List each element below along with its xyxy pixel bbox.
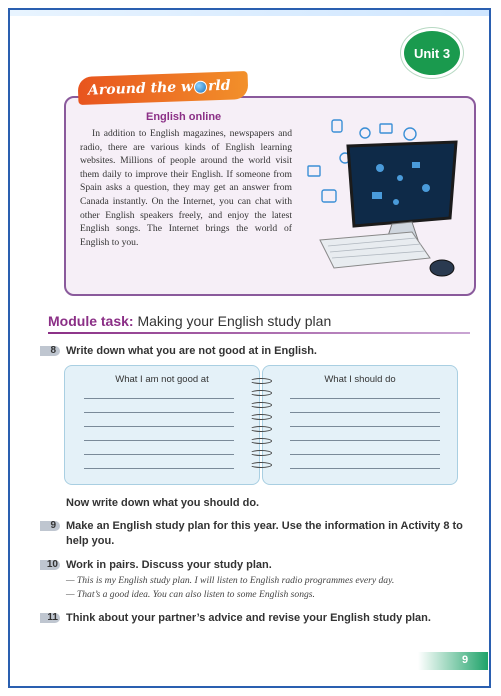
binder-ring [250,414,272,420]
module-label: Module task: [48,313,134,329]
banner-text-part2: rld [207,77,231,95]
activity-number: 9 [50,520,56,531]
reading-text: In addition to English magazines, newspapers and radio, there are various kinds of English learning websites. Millions of people around the world visit them daily to improve their English. If someone from Spain asks a question, they may get an answer from Canada instantly. On the Internet, you can chat with other English speakers freely, and enjoy the latest English songs. The Internet brings the world of English to you. [80,128,292,248]
keyboard [320,232,430,268]
module-title: Making your English study plan [137,313,332,329]
top-band [10,10,489,16]
banner-text-part1: Around the w [87,78,194,99]
computer-illustration [300,118,470,283]
page-number-bar [418,652,488,670]
binder-ring [250,462,272,468]
ruled-line [290,426,440,427]
around-the-world-banner [78,71,249,105]
ruled-line [290,440,440,441]
dialogue-line-2: — That’s a good idea. You can also listen to some English songs. [66,589,315,600]
ruled-line [84,468,234,469]
ruled-line [290,468,440,469]
module-underline [48,332,470,334]
now-write-text: Now write down what you should do. [66,497,260,509]
binder-ring [250,438,272,444]
ruled-line [84,398,234,399]
mouse [430,260,454,276]
ruled-line [84,454,234,455]
ruled-line [84,426,234,427]
binder-ring [250,390,272,396]
binder-ring [250,426,272,432]
ruled-line [290,412,440,413]
activity-number: 11 [47,612,58,623]
globe-icon [194,80,207,93]
activity-number: 8 [50,345,56,356]
ruled-line [290,398,440,399]
monitor-screen [348,142,456,226]
page-number: 9 [462,654,469,666]
activity-9-text: Make an English study plan for this year. Use the information in Activity 8 to help you. [66,520,463,547]
ruled-line [290,454,440,455]
dialogue-line-1: — This is my English study plan. I will listen to English radio programmes every day. [66,575,395,586]
notebook-right-heading: What I should do [324,374,396,385]
activity-10-text: Work in pairs. Discuss your study plan. [66,559,272,571]
activity-8-text: Write down what you are not good at in English. [66,345,317,357]
notebook-left-heading: What I am not good at [115,374,209,385]
module-heading [48,313,331,329]
ruled-line [84,412,234,413]
activity-11-text: Think about your partner’s advice and revise your English study plan. [66,612,431,624]
unit-badge: Unit 3 [401,28,463,78]
activity-number: 10 [46,559,58,570]
binder-ring [250,450,272,456]
reading-title: English online [146,111,222,123]
binder-ring [250,402,272,408]
binder-ring [250,378,272,384]
ruled-line [84,440,234,441]
